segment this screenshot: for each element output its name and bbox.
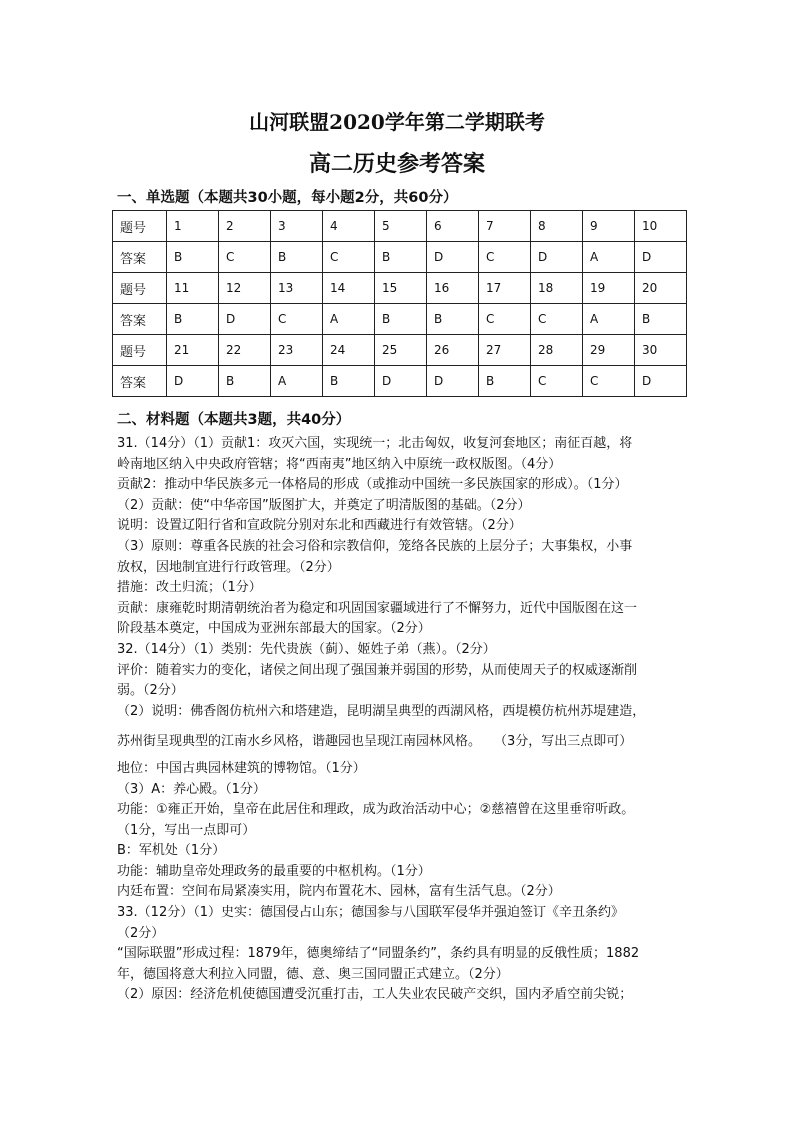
answer-cell: C	[323, 242, 375, 273]
question-number: 24	[323, 335, 375, 366]
answer-line: 苏州街呈现典型的江南水乡风格，谐趣园也呈现江南园林风格。 （3分，写出三点即可）	[117, 734, 633, 750]
answer-cell: A	[271, 366, 323, 397]
answer-line: 功能：①雍正开始，皇帝在此居住和理政，成为政治活动中心；②慈禧曾在这里垂帘听政。	[117, 802, 635, 818]
question-number: 23	[271, 335, 323, 366]
answer-line: 弱。（2分）	[117, 683, 184, 699]
answer-cell: D	[219, 304, 271, 335]
answer-line: （1分，写出一点即可）	[117, 822, 256, 838]
answer-line: 岭南地区纳入中央政府管辖；将“西南夷”地区纳入中原统一政权版图。（4分）	[117, 456, 562, 472]
row-label: 题号	[113, 273, 167, 304]
answer-cell: C	[583, 366, 635, 397]
table-row-numbers	[113, 273, 687, 304]
answer-cell: D	[167, 366, 219, 397]
section-heading-material: 二、材料题（本题共3题，共40分）	[117, 412, 351, 428]
answer-cell: A	[323, 304, 375, 335]
question-number: 25	[375, 335, 427, 366]
question-number: 15	[375, 273, 427, 304]
answer-line: （3）原则：尊重各民族的社会习俗和宗教信仰，笼络各民族的上层分子；大事集权，小事	[117, 538, 633, 554]
answer-cell: B	[323, 366, 375, 397]
question-number: 8	[531, 211, 583, 242]
table-row-answers	[113, 304, 687, 335]
table-row-numbers	[113, 335, 687, 366]
answer-cell: D	[635, 242, 687, 273]
table-row-answers	[113, 242, 687, 273]
row-label: 答案	[113, 304, 167, 335]
question-number: 3	[271, 211, 323, 242]
answer-cell: D	[375, 366, 427, 397]
answer-line: 31.（14分）（1）贡献1：攻灭六国，实现统一；北击匈奴，收复河套地区；南征百越，将	[117, 436, 633, 451]
answer-cell: D	[635, 366, 687, 397]
answer-cell: C	[219, 242, 271, 273]
answer-line: 说明：设置辽阳行省和宣政院分别对东北和西藏进行有效管辖。（2分）	[117, 518, 522, 534]
row-label: 题号	[113, 335, 167, 366]
question-number: 17	[479, 273, 531, 304]
answer-cell: C	[531, 366, 583, 397]
answer-line: （2）原因：经济危机使德国遭受沉重打击，工人失业农民破产交织，国内矛盾空前尖锐；	[117, 987, 633, 1003]
question-number: 29	[583, 335, 635, 366]
answer-cell: C	[271, 304, 323, 335]
question-number: 2	[219, 211, 271, 242]
answer-line: 功能：辅助皇帝处理政务的最重要的中枢机构。（1分）	[117, 863, 431, 879]
question-number: 14	[323, 273, 375, 304]
answer-cell: B	[167, 242, 219, 273]
question-number: 19	[583, 273, 635, 304]
table-row-answers	[113, 366, 687, 397]
answer-line: 评价：随着实力的变化，诸侯之间出现了强国兼并弱国的形势，从而使周天子的权威逐渐削	[117, 662, 638, 678]
question-number: 10	[635, 211, 687, 242]
question-number: 6	[427, 211, 479, 242]
question-number: 28	[531, 335, 583, 366]
answer-table	[112, 210, 687, 397]
answer-cell: C	[479, 242, 531, 273]
question-number: 5	[375, 211, 427, 242]
answer-cell: B	[219, 366, 271, 397]
answer-cell: B	[375, 304, 427, 335]
answer-cell: A	[583, 304, 635, 335]
question-number: 9	[583, 211, 635, 242]
answer-cell: C	[531, 304, 583, 335]
question-number: 26	[427, 335, 479, 366]
question-number: 7	[479, 211, 531, 242]
question-number: 1	[167, 211, 219, 242]
answer-cell: D	[531, 242, 583, 273]
question-number: 18	[531, 273, 583, 304]
question-number: 13	[271, 273, 323, 304]
answer-line: （2）贡献：使“中华帝国”版图扩大，并奠定了明清版图的基础。（2分）	[117, 497, 531, 513]
row-label: 题号	[113, 211, 167, 242]
question-number: 30	[635, 335, 687, 366]
question-number: 4	[323, 211, 375, 242]
answer-line: 措施：改土归流；（1分）	[117, 580, 262, 596]
question-number: 12	[219, 273, 271, 304]
answer-line: 贡献2：推动中华民族多元一体格局的形成（或推动中国统一多民族国家的形成）。（1分）	[117, 477, 628, 493]
answer-cell: B	[427, 304, 479, 335]
answer-line: （3）A：养心殿。（1分）	[117, 781, 266, 797]
question-number: 11	[167, 273, 219, 304]
answer-line: 放权，因地制宜进行行政管理。（2分）	[117, 559, 340, 575]
question-number: 16	[427, 273, 479, 304]
question-number: 20	[635, 273, 687, 304]
answer-line: 地位：中国古典园林建筑的博物馆。（1分）	[117, 760, 366, 776]
answer-cell: B	[635, 304, 687, 335]
answer-line: （2）说明：佛香阁仿杭州六和塔建造，昆明湖呈典型的西湖风格，西堤模仿杭州苏堤建造，	[117, 703, 646, 719]
answer-cell: B	[479, 366, 531, 397]
answer-line: “国际联盟”形成过程：1879年，德奥缔结了“同盟条约”，条约具有明显的反俄性质；1882	[117, 946, 640, 962]
table-row-numbers	[113, 211, 687, 242]
answer-line: 年，德国将意大利拉入同盟，德、意、奥三国同盟正式建立。（2分）	[117, 966, 509, 982]
row-label: 答案	[113, 366, 167, 397]
answer-cell: B	[271, 242, 323, 273]
answer-cell: B	[375, 242, 427, 273]
answer-line: 贡献：康雍乾时期清朝统治者为稳定和巩固国家疆域进行了不懈努力，近代中国版图在这一	[117, 600, 638, 616]
question-number: 22	[219, 335, 271, 366]
answer-cell: D	[427, 366, 479, 397]
answer-cell: B	[167, 304, 219, 335]
row-label: 答案	[113, 242, 167, 273]
question-number: 21	[167, 335, 219, 366]
answer-line: B：军机处（1分）	[117, 843, 226, 859]
answer-body	[117, 434, 687, 1006]
answer-line: 32.（14分）（1）类别：先代贵族（蓟）、姬姓子弟（燕）。（2分）	[117, 641, 496, 657]
section-heading-multiple-choice: 一、单选题（本题共30小题，每小题2分，共60分）	[117, 190, 458, 206]
answer-line: 内廷布置：空间布局紧凑实用，院内布置花木、园林，富有生活气息。（2分）	[117, 884, 561, 900]
document-subtitle: 高二历史参考答案	[308, 151, 485, 177]
answer-line: （2分）	[117, 925, 165, 941]
document-title: 山河联盟2020学年第二学期联考	[249, 110, 545, 134]
answer-line: 33.（12分）（1）史实：德国侵占山东；德国参与八国联军侵华并强迫签订《辛丑条约》	[117, 905, 624, 921]
answer-cell: C	[479, 304, 531, 335]
answer-cell: A	[583, 242, 635, 273]
question-number: 27	[479, 335, 531, 366]
answer-cell: D	[427, 242, 479, 273]
answer-line: 阶段基本奠定，中国成为亚洲东部最大的国家。（2分）	[117, 621, 431, 637]
